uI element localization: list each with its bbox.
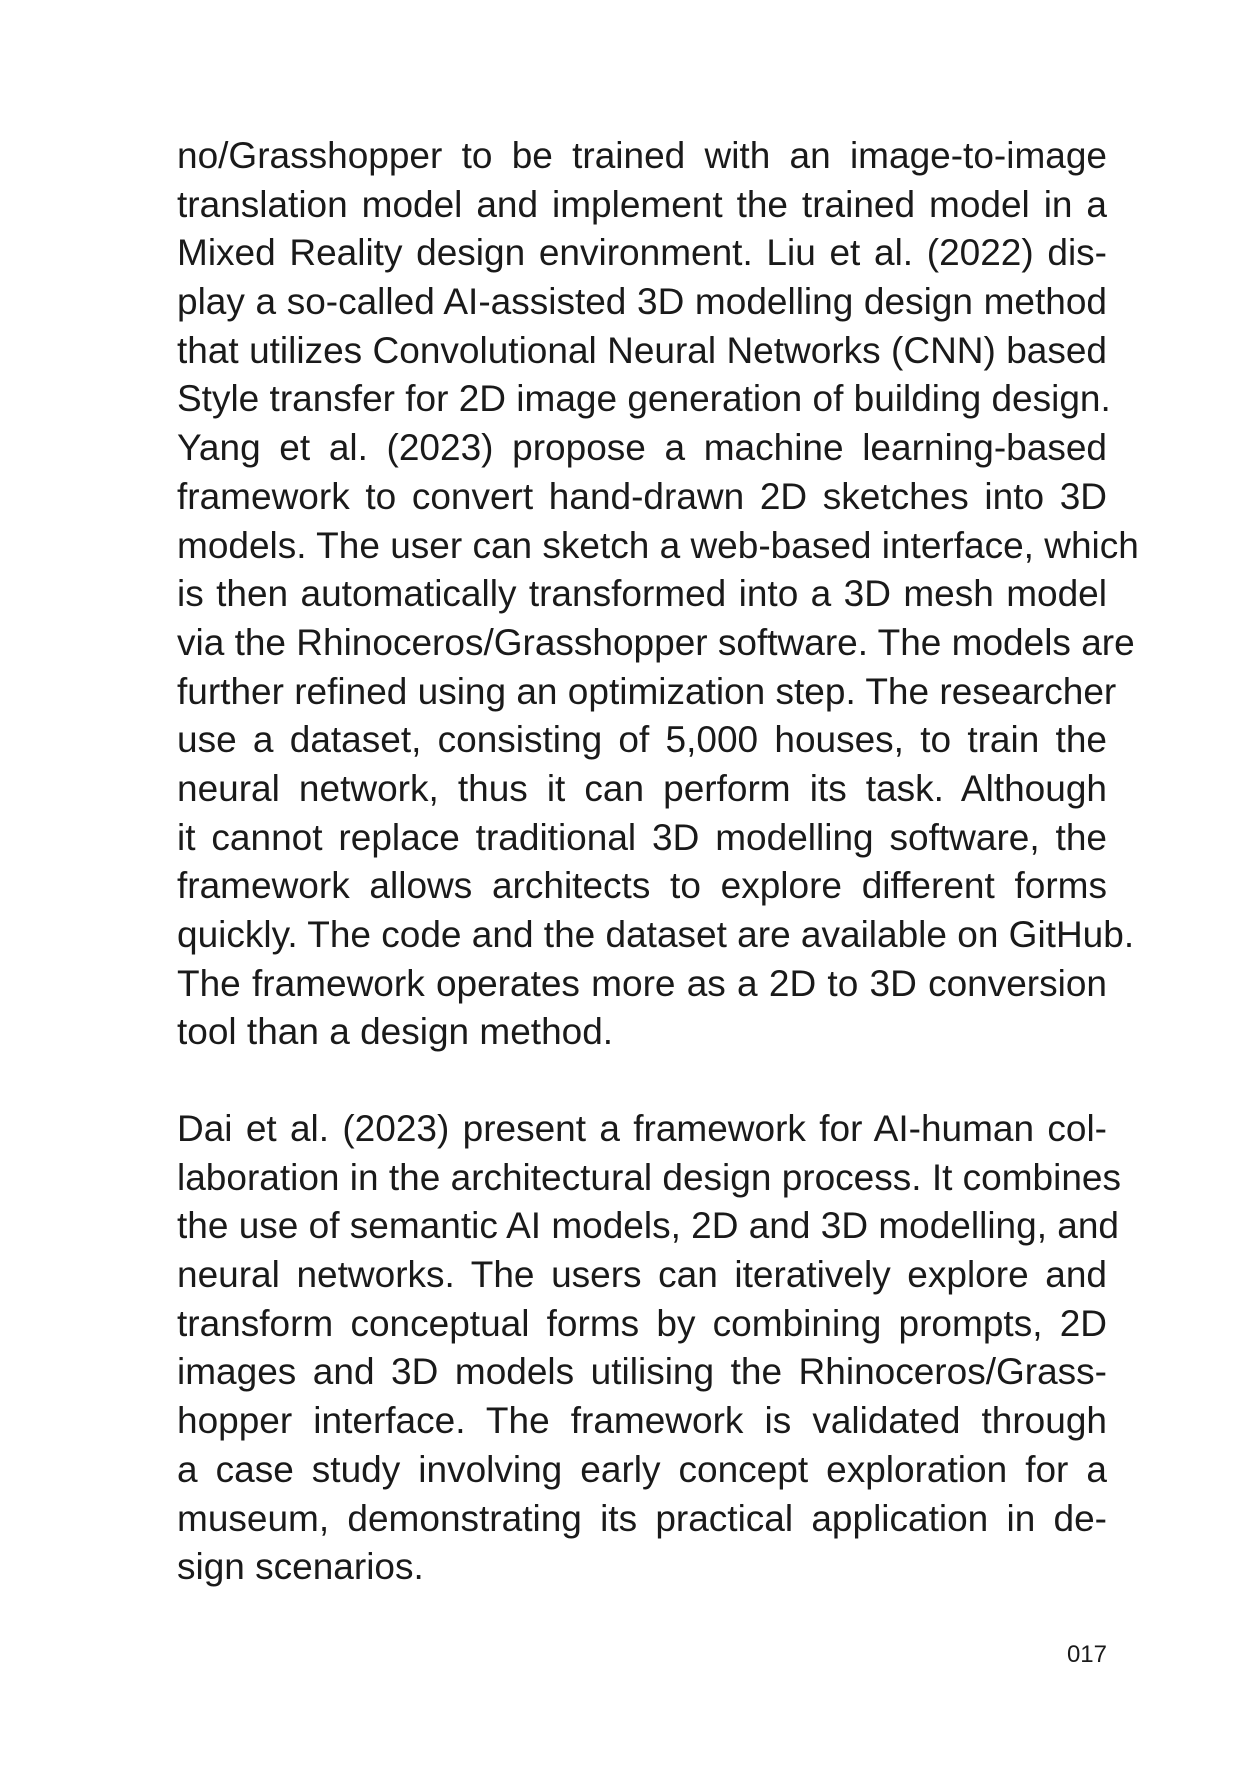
paragraph-line: Yang et al. (2023) propose a machine learning-based xyxy=(177,427,1107,469)
paragraph-2 xyxy=(177,1105,1122,1592)
paragraph-line: neural networks. The users can iteratively explore and xyxy=(177,1254,1107,1296)
paragraph-line: framework allows architects to explore different forms xyxy=(177,865,1107,907)
paragraph-line: translation model and implement the trained model in a xyxy=(177,183,1107,225)
paragraph-line: Dai et al. (2023) present a framework for AI-human col- xyxy=(177,1108,1107,1149)
paragraph-line: use a dataset, consisting of 5,000 houses, to train the xyxy=(177,719,1107,761)
paragraph-line: laboration in the architectural design process. It combines xyxy=(177,1156,1122,1198)
paragraph-line: that utilizes Convolutional Neural Networks (CNN) based xyxy=(177,329,1107,371)
paragraph-line: The framework operates more as a 2D to 3D conversion xyxy=(177,962,1107,1004)
paragraph-line: play a so-called AI-assisted 3D modelling design method xyxy=(177,281,1107,323)
paragraph-line: images and 3D models utilising the Rhinoceros/Grass- xyxy=(177,1351,1107,1393)
paragraph-line: hopper interface. The framework is validated through xyxy=(177,1400,1107,1442)
paragraph-line: a case study involving early concept exploration for a xyxy=(177,1448,1107,1490)
paragraph-line: tool than a design method. xyxy=(177,1011,614,1053)
paragraph-line: museum, demonstrating its practical application in de- xyxy=(177,1497,1107,1539)
paragraph-line: via the Rhinoceros/Grasshopper software. The models are xyxy=(177,621,1135,663)
paragraph-line: Mixed Reality design environment. Liu et al. (2022) dis- xyxy=(177,232,1107,274)
paragraph-line: no/Grasshopper to be trained with an image-to-image xyxy=(177,135,1107,176)
paragraph-line: sign scenarios. xyxy=(177,1546,424,1588)
paragraph-line: quickly. The code and the dataset are available on GitHub. xyxy=(177,914,1135,955)
paragraph-line: neural network, thus it can perform its task. Although xyxy=(177,767,1107,809)
paragraph-line: further refined using an optimization step. The researcher xyxy=(177,670,1117,712)
paragraph-1 xyxy=(177,132,1139,1057)
paragraph-line: transform conceptual forms by combining prompts, 2D xyxy=(177,1302,1107,1344)
page-number: 017 xyxy=(1066,1641,1107,1668)
paragraph-line: Style transfer for 2D image generation of building design. xyxy=(177,378,1111,420)
paragraph-line: models. The user can sketch a web-based interface, which xyxy=(177,524,1139,566)
paragraph-line: is then automatically transformed into a 3D mesh model xyxy=(177,573,1107,615)
paragraph-line: framework to convert hand-drawn 2D sketches into 3D xyxy=(177,475,1107,517)
paragraph-line: it cannot replace traditional 3D modelling software, the xyxy=(177,816,1107,858)
paragraph-line: the use of semantic AI models, 2D and 3D modelling, and xyxy=(177,1205,1119,1247)
